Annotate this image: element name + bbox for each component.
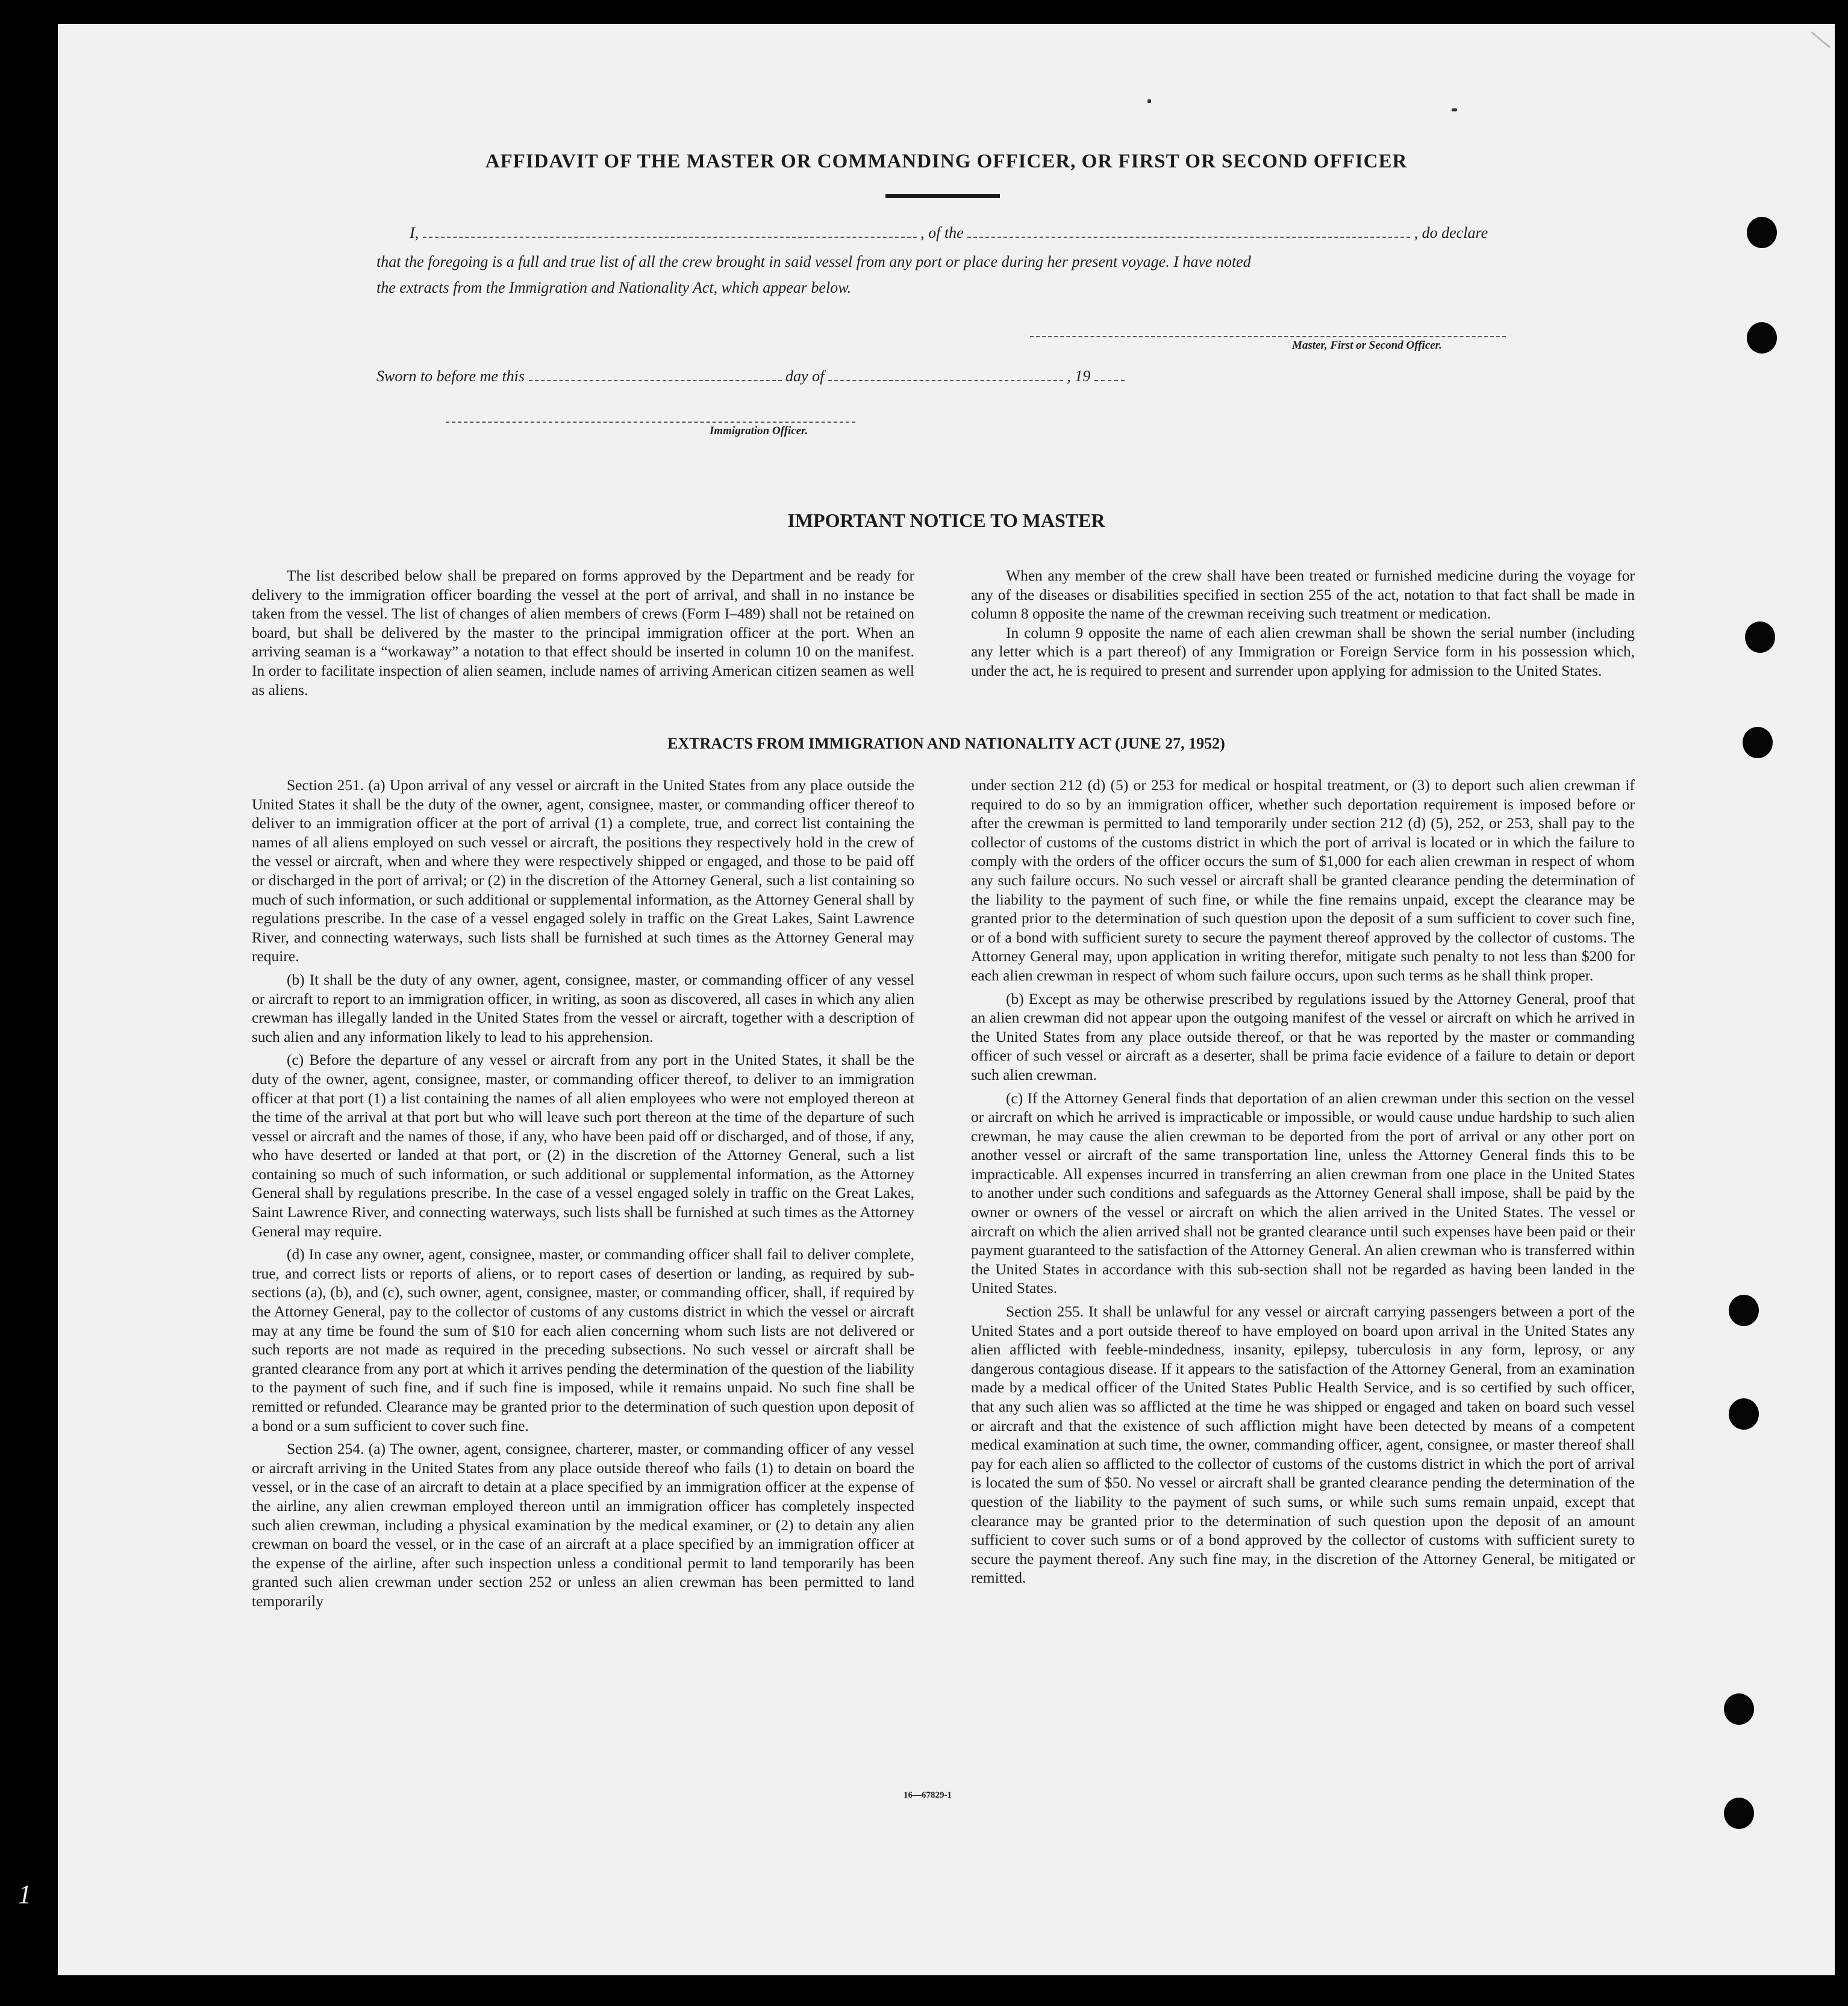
statute-paragraph: (d) In case any owner, agent, consignee, master, or commanding officer shall fail to deliver complete, true, and correct lists or reports of aliens, or to report cases of desertion or landing, as required by sub-sections (a), (b), and (c), such owner, agent, consignee, master, or commanding officer, shall, if required by the Attorney General, pay to the collector of customs of any customs district in which the vessel or aircraft may at any time be found the sum of $10 for each alien concerning whom such lists are not delivered or such reports are not made as required in the preceding subsections. No such vessel or aircraft shall be granted clearance from any port at which it arrives pending the determination of the question of the liability to the payment of such fine, and if such fine is imposed, while it remains unpaid. No such fine shall be remitted or refunded. Clearance may be granted prior to the determination of such question upon deposit of a bond or a sum sufficient to cover such fine. <box>252 1245 914 1434</box>
extracts-title: EXTRACTS FROM IMMIGRATION AND NATIONALITY ACT (JUNE 27, 1952) <box>667 735 1225 752</box>
title-rule <box>885 194 1000 198</box>
year-label: , 19 <box>1067 367 1091 385</box>
sworn-line <box>376 367 1125 385</box>
punch-hole <box>1747 322 1777 354</box>
punch-hole <box>1724 1693 1754 1725</box>
statute-paragraph: Section 255. It shall be unlawful for any vessel or aircraft carrying passengers between a port of the United States and a port outside thereof to have employed on board upon arrival in the United States any alien afflicted with feeble-mindedness, insanity, epilepsy, tuberculosis in any form, leprosy, or any dangerous contagious disease. If it appears to the satisfaction of the Attorney General, from an examination made by a medical officer of the United States Public Health Service, and is so certified by such officer, that any such alien was so afflicted at the time he was shipped or engaged and taken on board such vessel or aircraft and that the existence of such affliction might have been detected by means of a competent medical examination at such time, the owner, commanding officer, agent, consignee, or master thereof shall pay for each alien so afflicted to the collector of customs of the customs district in which the port of arrival is located the sum of $50. No vessel or aircraft shall be granted clearance pending the determination of the question of the liability to the payment of such sums, or while such sums remain unpaid, except that clearance may be granted prior to the determination of such question upon the deposit of an amount sufficient to cover such sums or of a bond approved by the collector of customs with sufficient surety to secure the payment thereof. Any such fine may, in the discretion of the Attorney General, be mitigated or remitted. <box>971 1303 1635 1587</box>
affidavit-line-1 <box>410 224 1488 242</box>
notice-paragraph: The list described below shall be prepared on forms approved by the Department and be ready for delivery to the immigration officer boarding the vessel at the port of arrival, and shall in no instance be taken from the vessel. The list of changes of alien members of crews (Form I–489) shall not be retained on board, but shall be delivered by the master to the principal immigration officer at the port. When an arriving seaman is a “workaway” a notation to that effect should be inserted in column 10 on the manifest. In order to facilitate inspection of alien seamen, include names of arriving American citizen seamen as well as aliens. <box>252 567 914 699</box>
statute-paragraph: (b) It shall be the duty of any owner, agent, consignee, master, or commanding officer of any vessel or aircraft to report to an immigration officer, in writing, as soon as discovered, all cases in which any alien crewman has illegally landed in the United States from the vessel or aircraft, together with a description of such alien and any information likely to lead to his apprehension. <box>252 970 914 1045</box>
immigration-officer-caption: Immigration Officer. <box>710 425 808 437</box>
sworn-label: Sworn to before me this <box>376 367 525 385</box>
notice-left-column <box>252 566 914 699</box>
vessel-name-field[interactable] <box>967 225 1410 238</box>
statute-paragraph: (c) Before the departure of any vessel or aircraft from any port in the United States, it shall be the duty of the owner, agent, consignee, master, or commanding officer thereof, to deliver to an immigration officer at that port (1) a list containing the names of all alien employees who were not employed thereon at the time of the arrival at that port but who will leave such port thereon at the time of the departure of such vessel or aircraft and the names of those, if any, who have been paid off or discharged, and of those, if any, who have deserted or landed at that port, or (2) in the discretion of the Attorney General, such a list containing so much of such information, or such additional or supplemental information, as the Attorney General shall by regulations prescribe. In the case of a vessel engaged solely in traffic on the Great Lakes, Saint Lawrence River, and connecting waterways, such lists shall be furnished at such times as the Attorney General may require. <box>252 1051 914 1240</box>
notice-title: IMPORTANT NOTICE TO MASTER <box>787 509 1105 531</box>
statute-paragraph: Section 251. (a) Upon arrival of any vessel or aircraft in the United States from any place outside the United States it shall be the duty of the owner, agent, consignee, master, or commanding officer thereof to deliver to an immigration officer at the port of arrival (1) a complete, true, and correct list containing the names of all aliens employed on such vessel or aircraft, the positions they respectively hold in the crew of the vessel or aircraft, when and where they were respectively shipped or engaged, and those to be paid off or discharged in the port of arrival; or (2) in the discretion of the Attorney General, such a list containing so much of such information, or such additional or supplemental information, as the Attorney General shall by regulations prescribe. In the case of a vessel engaged solely in traffic on the Great Lakes, Saint Lawrence River, and connecting waterways, such lists shall be furnished at such times as the Attorney General may require. <box>252 776 914 965</box>
sworn-year-field[interactable] <box>1094 368 1125 381</box>
affidavit-line-3: the extracts from the Immigration and Nationality Act, which appear below. <box>376 279 852 296</box>
form-number: 16—67829-1 <box>904 1790 952 1800</box>
immigration-officer-signature-field[interactable] <box>446 410 855 423</box>
day-of-label: day of <box>785 367 825 385</box>
sworn-month-field[interactable] <box>828 368 1063 381</box>
notice-paragraph: When any member of the crew shall have been treated or furnished medicine during the voyage for any of the diseases or disabilities specified in section 255 of the act, notation to that fact shall be made in column 8 opposite the name of the crewman receiving such treatment or medication. <box>971 567 1635 623</box>
do-declare-label: , do declare <box>1414 224 1488 241</box>
ink-speck <box>1147 99 1151 103</box>
statute-paragraph: (c) If the Attorney General finds that deportation of an alien crewman under this section on the vessel or aircraft on which he arrived is impracticable or impossible, or would cause undue hardship to such alien crewman, he may cause the alien crewman to be deported from the port of arrival or any other port on another vessel or aircraft of the same transportation line, unless the Attorney General finds this to be impracticable. All expenses incurred in transferring an alien crewman from one place in the United States to another under such conditions and safeguards as the Attorney General shall impose, shall be paid by the owner or owners of the vessel or aircraft on which the alien arrived in the United States. The vessel or aircraft on which the alien arrived shall not be granted clearance until such expenses have been paid or their payment guaranteed to the satisfaction of the Attorney General. An alien crewman who is transferred within the United States in accordance with this sub-section shall not be regarded as having been landed in the United States. <box>971 1089 1635 1297</box>
statute-paragraph: Section 254. (a) The owner, agent, consignee, charterer, master, or commanding officer of any vessel or aircraft arriving in the United States from any place outside thereof who fails (1) to detain on board the vessel, or in the case of an aircraft to detain at a place specified by an immigration officer at the expense of the airline, any alien crewman employed thereon until an immigration officer has completely inspected such alien crewman, including a physical examination by the medical examiner, or (2) to detain any alien crewman on board the vessel, or in the case of an aircraft at a place specified by an immigration officer at the expense of the airline, after such inspection unless a conditional permit to land temporarily has been granted such alien crewman under section 252 or unless an alien crewman has been permitted to land temporarily <box>252 1440 914 1610</box>
notice-right-column <box>971 566 1635 681</box>
punch-hole <box>1745 621 1775 653</box>
master-signature-field[interactable] <box>1030 324 1506 337</box>
punch-hole <box>1724 1798 1754 1829</box>
master-signature-caption: Master, First or Second Officer. <box>1292 339 1442 352</box>
punch-hole <box>1743 727 1773 758</box>
punch-hole <box>1729 1295 1759 1326</box>
margin-handwritten-mark: 1 <box>18 1880 31 1909</box>
extracts-right-column <box>971 776 1635 1592</box>
punch-hole <box>1747 217 1777 248</box>
declarant-prefix: I, <box>410 224 419 241</box>
declarant-name-field[interactable] <box>423 225 917 238</box>
affidavit-line-2: that the foregoing is a full and true list of all the crew brought in said vessel from any port or place during her present voyage. I have noted <box>376 253 1251 270</box>
extracts-left-column <box>252 776 914 1615</box>
notice-paragraph: In column 9 opposite the name of each alien crewman shall be shown the serial number (including any letter which is a part thereof) of any Immigration or Foreign Service form in his possession which, under the act, he is required to present and surrender upon applying for admission to the United States. <box>971 623 1635 679</box>
affidavit-title: AFFIDAVIT OF THE MASTER OR COMMANDING OFFICER, OR FIRST OR SECOND OFFICER <box>485 151 1408 172</box>
ink-speck <box>1452 108 1457 111</box>
sworn-day-field[interactable] <box>529 368 782 381</box>
statute-paragraph: (b) Except as may be otherwise prescribed by regulations issued by the Attorney General, proof that an alien crewman did not appear upon the outgoing manifest of the vessel or aircraft on which he arrived in the United States from any place outside thereof, or that he was reported by the master or commanding officer of such vessel or aircraft as a deserter, shall be prima facie evidence of a failure to detain or deport such alien crewman. <box>971 989 1635 1083</box>
punch-hole <box>1729 1398 1759 1430</box>
of-the-label: , of the <box>920 224 964 241</box>
statute-paragraph: under section 212 (d) (5) or 253 for medical or hospital treatment, or (3) to deport such alien crewman if required to do so by an immigration officer, whether such deportation requirement is imposed before or after the crewman is permitted to land temporarily under section 212 (d) (5), 252, or 253, shall pay to the collector of customs of the customs district in which the port of arrival is located or in which the failure to comply with the orders of the officer occurs the sum of $1,000 for each alien crewman in respect of whom any such failure occurs. No such vessel or aircraft shall be granted clearance pending the determination of the liability to the payment of such fine, or while the fine remains unpaid, except the clearance may be granted prior to the determination of such question upon the deposit of a sum sufficient to cover such fine, or of a bond with sufficient surety to secure the payment thereof approved by the collector of customs. The Attorney General may, upon application in writing therefor, mitigate such penalty to not less than $200 for each alien crewman in respect of whom such failure occurs, upon such terms as he shall think proper. <box>971 776 1635 984</box>
